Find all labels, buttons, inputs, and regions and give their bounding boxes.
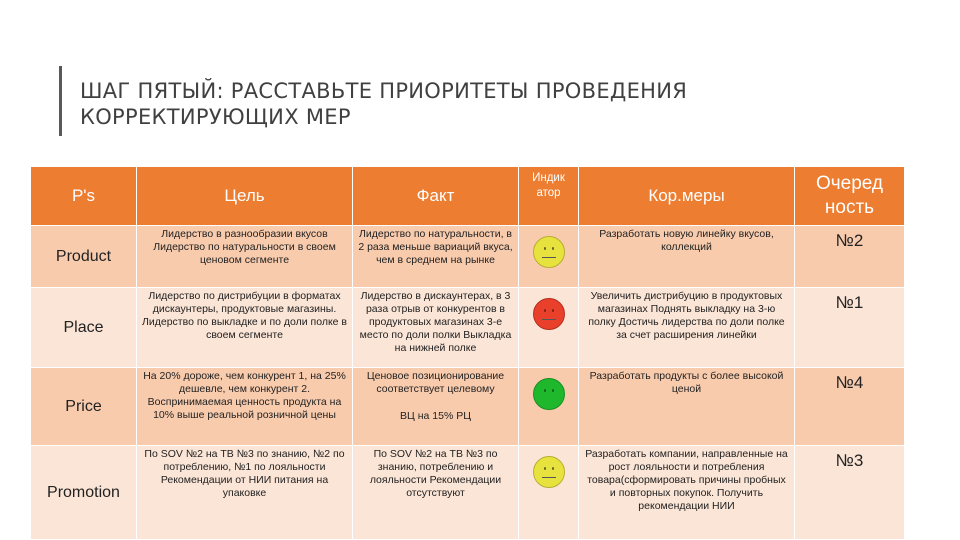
header-fact: Факт <box>353 167 519 226</box>
indicator-cell <box>519 368 579 446</box>
header-ps: P's <box>31 167 137 226</box>
fact-cell: По SOV №2 на ТВ №3 по знанию, потреблению и лояльности Рекомендации отсутствуют <box>353 446 519 540</box>
header-measures: Кор.меры <box>579 167 795 226</box>
indicator-cell <box>519 288 579 368</box>
measures-cell: Разработать продукты с более высокой ценой <box>579 368 795 446</box>
measures-cell: Увеличить дистрибуцию в продуктовых магазинах Поднять выкладку на 3-ю полку Достичь лидерства по доли полке за счет расширения линейки <box>579 288 795 368</box>
p-name: Price <box>31 368 137 446</box>
table-row-price <box>31 368 905 446</box>
priority-cell: №3 <box>795 446 905 540</box>
green-face-icon <box>533 378 565 410</box>
goal-cell: Лидерство в разнообразии вкусов Лидерство по натуральности в своем ценовом сегменте <box>137 226 353 288</box>
header-priority: Очеред ность <box>795 167 905 226</box>
table-row-product <box>31 226 905 288</box>
priority-cell: №2 <box>795 226 905 288</box>
red-neutral-face-icon <box>533 298 565 330</box>
header-indicator: Индик атор <box>519 167 579 226</box>
p-name: Place <box>31 288 137 368</box>
goal-cell: Лидерство по дистрибуции в форматах дискаунтеры, продуктовые магазины. Лидерство по выкладке и по доли полке в своем сегменте <box>137 288 353 368</box>
fact-cell: Лидерство по натуральности, в 2 раза меньше вариаций вкуса, чем в среднем на рынке <box>353 226 519 288</box>
p-name: Promotion <box>31 446 137 540</box>
slide-title: ШАГ ПЯТЫЙ: РАССТАВЬТЕ ПРИОРИТЕТЫ ПРОВЕДЕНИЯ КОРРЕКТИРУЮЩИХ МЕР <box>80 79 688 129</box>
fact-line: Ценовое позиционирование соответствует целевому <box>366 370 505 395</box>
fact-cell <box>353 368 519 446</box>
priority-cell: №4 <box>795 368 905 446</box>
table-header-row <box>31 167 905 226</box>
priority-table <box>30 166 905 540</box>
table-row-place <box>31 288 905 368</box>
measures-cell: Разработать компании, направленные на рост лояльности и потребления товара(сформировать причины пробных и повторных покупок. Получить рекомендации НИИ <box>579 446 795 540</box>
yellow-neutral-face-icon <box>533 456 565 488</box>
header-goal: Цель <box>137 167 353 226</box>
priority-cell: №1 <box>795 288 905 368</box>
indicator-cell <box>519 226 579 288</box>
title-accent-bar <box>59 66 62 136</box>
p-name: Product <box>31 226 137 288</box>
goal-cell: На 20% дороже, чем конкурент 1, на 25% дешевле, чем конкурент 2. Воспринимаемая ценность продукта на 10% выше реальной розничной цены <box>137 368 353 446</box>
fact-cell: Лидерство в дискаунтерах, в 3 раза отрыв от конкурентов в продуктовых магазинах 3-е место по доли полки Выкладка на нижней полке <box>353 288 519 368</box>
fact-line: ВЦ на 15% РЦ <box>400 410 471 422</box>
indicator-cell <box>519 446 579 540</box>
goal-cell: По SOV №2 на ТВ №3 по знанию, №2 по потреблению, №1 по лояльности Рекомендации от НИИ питания на упаковке <box>137 446 353 540</box>
measures-cell: Разработать новую линейку вкусов, коллекций <box>579 226 795 288</box>
yellow-neutral-face-icon <box>533 236 565 268</box>
table-row-promotion <box>31 446 905 540</box>
